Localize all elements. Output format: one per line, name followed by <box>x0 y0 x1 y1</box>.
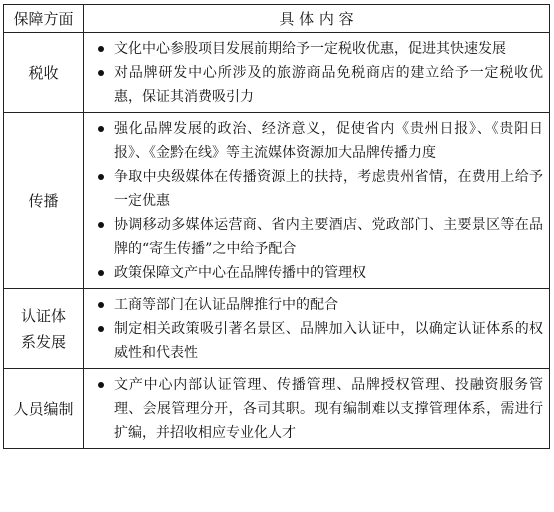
header-content: 具 体 内 容 <box>84 5 550 33</box>
aspect-text-wrap <box>16 303 72 355</box>
list-item <box>84 165 543 213</box>
list-item <box>84 261 543 285</box>
table-row-tax <box>4 33 550 113</box>
list-item-text: 文产中心内部认证管理、传播管理、品牌授权管理、投融资服务管理、会展管理分开，各司其职。现有编制难以支撑管理体系，需进行扩编，并招收相应专业化人才 <box>114 377 543 441</box>
bullet-icon <box>98 46 104 52</box>
list-item-text: 制定相关政策吸引著名景区、品牌加入认证中，以确定认证体系的权威性和代表性 <box>114 321 543 361</box>
aspect-cell: 税收 <box>4 33 84 113</box>
content-cell <box>84 33 550 113</box>
table-row-communication <box>4 113 550 289</box>
content-cell <box>84 113 550 289</box>
bullet-icon <box>98 382 104 388</box>
list-item-text: 政策保障文产中心在品牌传播中的管理权 <box>114 265 366 281</box>
content-cell <box>84 369 550 449</box>
aspect-cell: 传播 <box>4 113 84 289</box>
bullet-icon <box>98 222 104 228</box>
list-item <box>84 373 543 445</box>
aspect-cell: 人员编制 <box>4 369 84 449</box>
policy-table <box>3 4 550 449</box>
list-item <box>84 61 543 109</box>
bullet-icon <box>98 326 104 332</box>
bullet-list <box>84 117 543 285</box>
aspect-text: 认证体系发展 <box>20 306 66 351</box>
list-item <box>84 317 543 365</box>
list-item <box>84 213 543 261</box>
table-row-staffing <box>4 369 550 449</box>
list-item-text: 对品牌研发中心所涉及的旅游商品免税商店的建立给予一定税收优惠，保证其消费吸引力 <box>114 65 543 105</box>
bullet-list <box>84 37 543 109</box>
list-item-text: 强化品牌发展的政治、经济意义，促使省内《贵州日报》、《贵阳日报》、《金黔在线》等主流媒体资源加大品牌传播力度 <box>114 121 543 161</box>
list-item <box>84 117 543 165</box>
list-item <box>84 37 543 61</box>
aspect-cell <box>4 289 84 369</box>
bullet-list <box>84 373 543 445</box>
bullet-icon <box>98 270 104 276</box>
header-aspect: 保障方面 <box>4 5 84 33</box>
bullet-icon <box>98 70 104 76</box>
list-item-text: 工商等部门在认证品牌推行中的配合 <box>114 297 338 313</box>
content-cell <box>84 289 550 369</box>
table-header-row <box>4 5 550 33</box>
bullet-icon <box>98 126 104 132</box>
table-row-certification <box>4 289 550 369</box>
list-item <box>84 293 543 317</box>
bullet-icon <box>98 302 104 308</box>
list-item-text: 协调移动多媒体运营商、省内主要酒店、党政部门、主要景区等在品牌的“寄生传播”之中给予配合 <box>114 217 543 257</box>
bullet-list <box>84 293 543 365</box>
list-item-text: 文化中心参股项目发展前期给予一定税收优惠，促进其快速发展 <box>114 41 506 57</box>
list-item-text: 争取中央级媒体在传播资源上的扶持，考虑贵州省情，在费用上给予一定优惠 <box>114 169 543 209</box>
bullet-icon <box>98 174 104 180</box>
